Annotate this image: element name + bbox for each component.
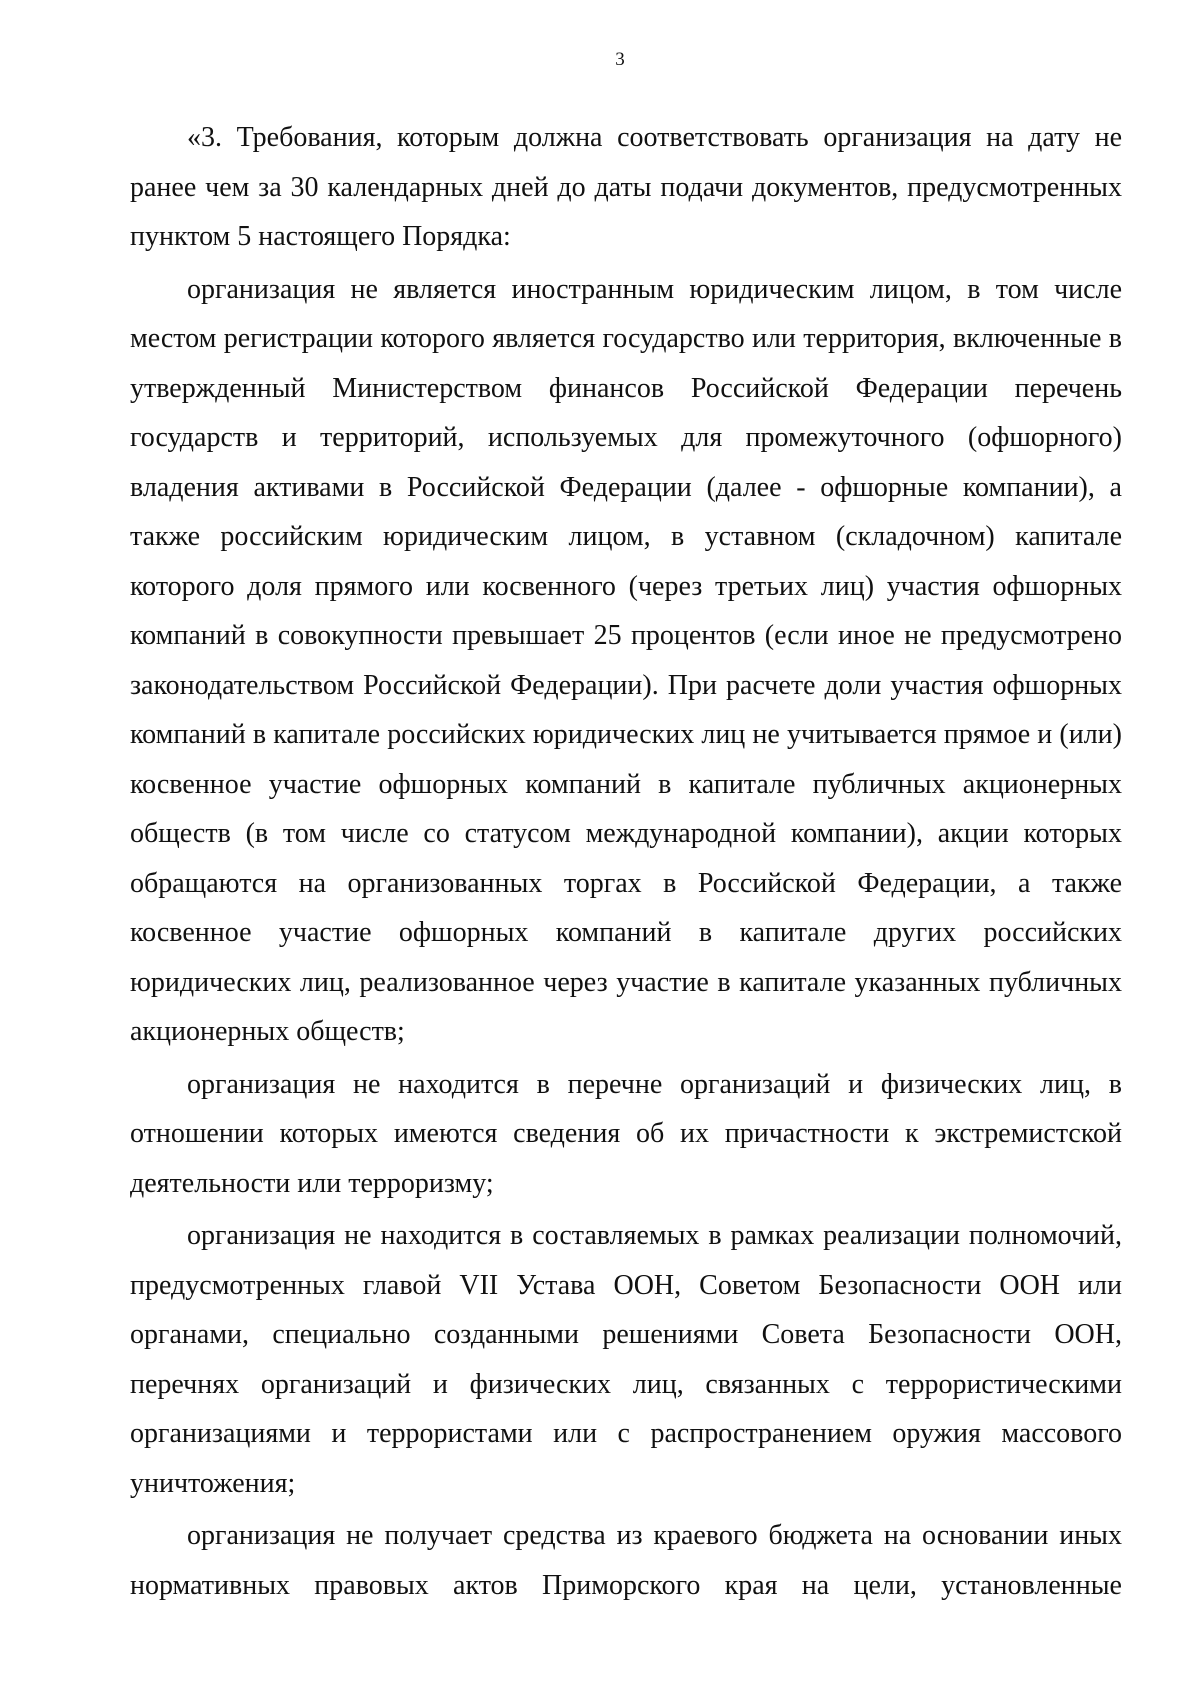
paragraph-requirements-intro: «3. Требования, которым должна соответствовать организация на дату не ранее чем за 30 календарных дней до даты подачи документов, предусмотренных пунктом 5 настоящего Порядка: bbox=[130, 122, 1122, 252]
paragraph-un-sanctions-requirement: организация не находится в составляемых в рамках реализации полномочий, предусмотренных главой VII Устава ООН, Советом Безопасности ООН или органами, специально созданными решениями Совета Безопасности ООН, перечнях организаций и физических лиц, связанных с террористическими организациями и террористами или с распространением оружия массового уничтожения; bbox=[130, 1220, 1122, 1499]
paragraph-extremism-requirement: организация не находится в перечне организаций и физических лиц, в отношении которых имеются сведения об их причастности к экстремистской деятельности или терроризму; bbox=[130, 1068, 1122, 1199]
paragraph-budget-funds-requirement: организация не получает средства из краевого бюджета на основании иных нормативных правовых актов Приморского края на цели, установленные bbox=[130, 1520, 1122, 1601]
paragraph-offshore-requirement: организация не является иностранным юридическим лицом, в том числе местом регистрации которого является государство или территория, включенные в утвержденный Министерством финансов Российской Федерации перечень государств и территорий, используемых для промежуточного (офшорного) владения активами в Российской Федерации (далее - офшорные компании), а также российским юридическим лицом, в уставном (складочном) капитале которого доля прямого или косвенного (через третьих лиц) участия офшорных компаний в совокупности превышает 25 процентов (если иное не предусмотрено законодательством Российской Федерации). При расчете доли участия офшорных компаний в капитале российских юридических лиц не учитывается прямое и (или) косвенное участие офшорных компаний в капитале публичных акционерных обществ (в том числе со статусом международной компании), акции которых обращаются на организованных торгах в Российской Федерации, а также косвенное участие офшорных компаний в капитале других российских юридических лиц, реализованное через участие в капитале указанных публичных акционерных обществ; bbox=[130, 273, 1122, 1047]
page-number: 3 bbox=[615, 49, 625, 70]
document-body bbox=[130, 113, 1122, 1610]
